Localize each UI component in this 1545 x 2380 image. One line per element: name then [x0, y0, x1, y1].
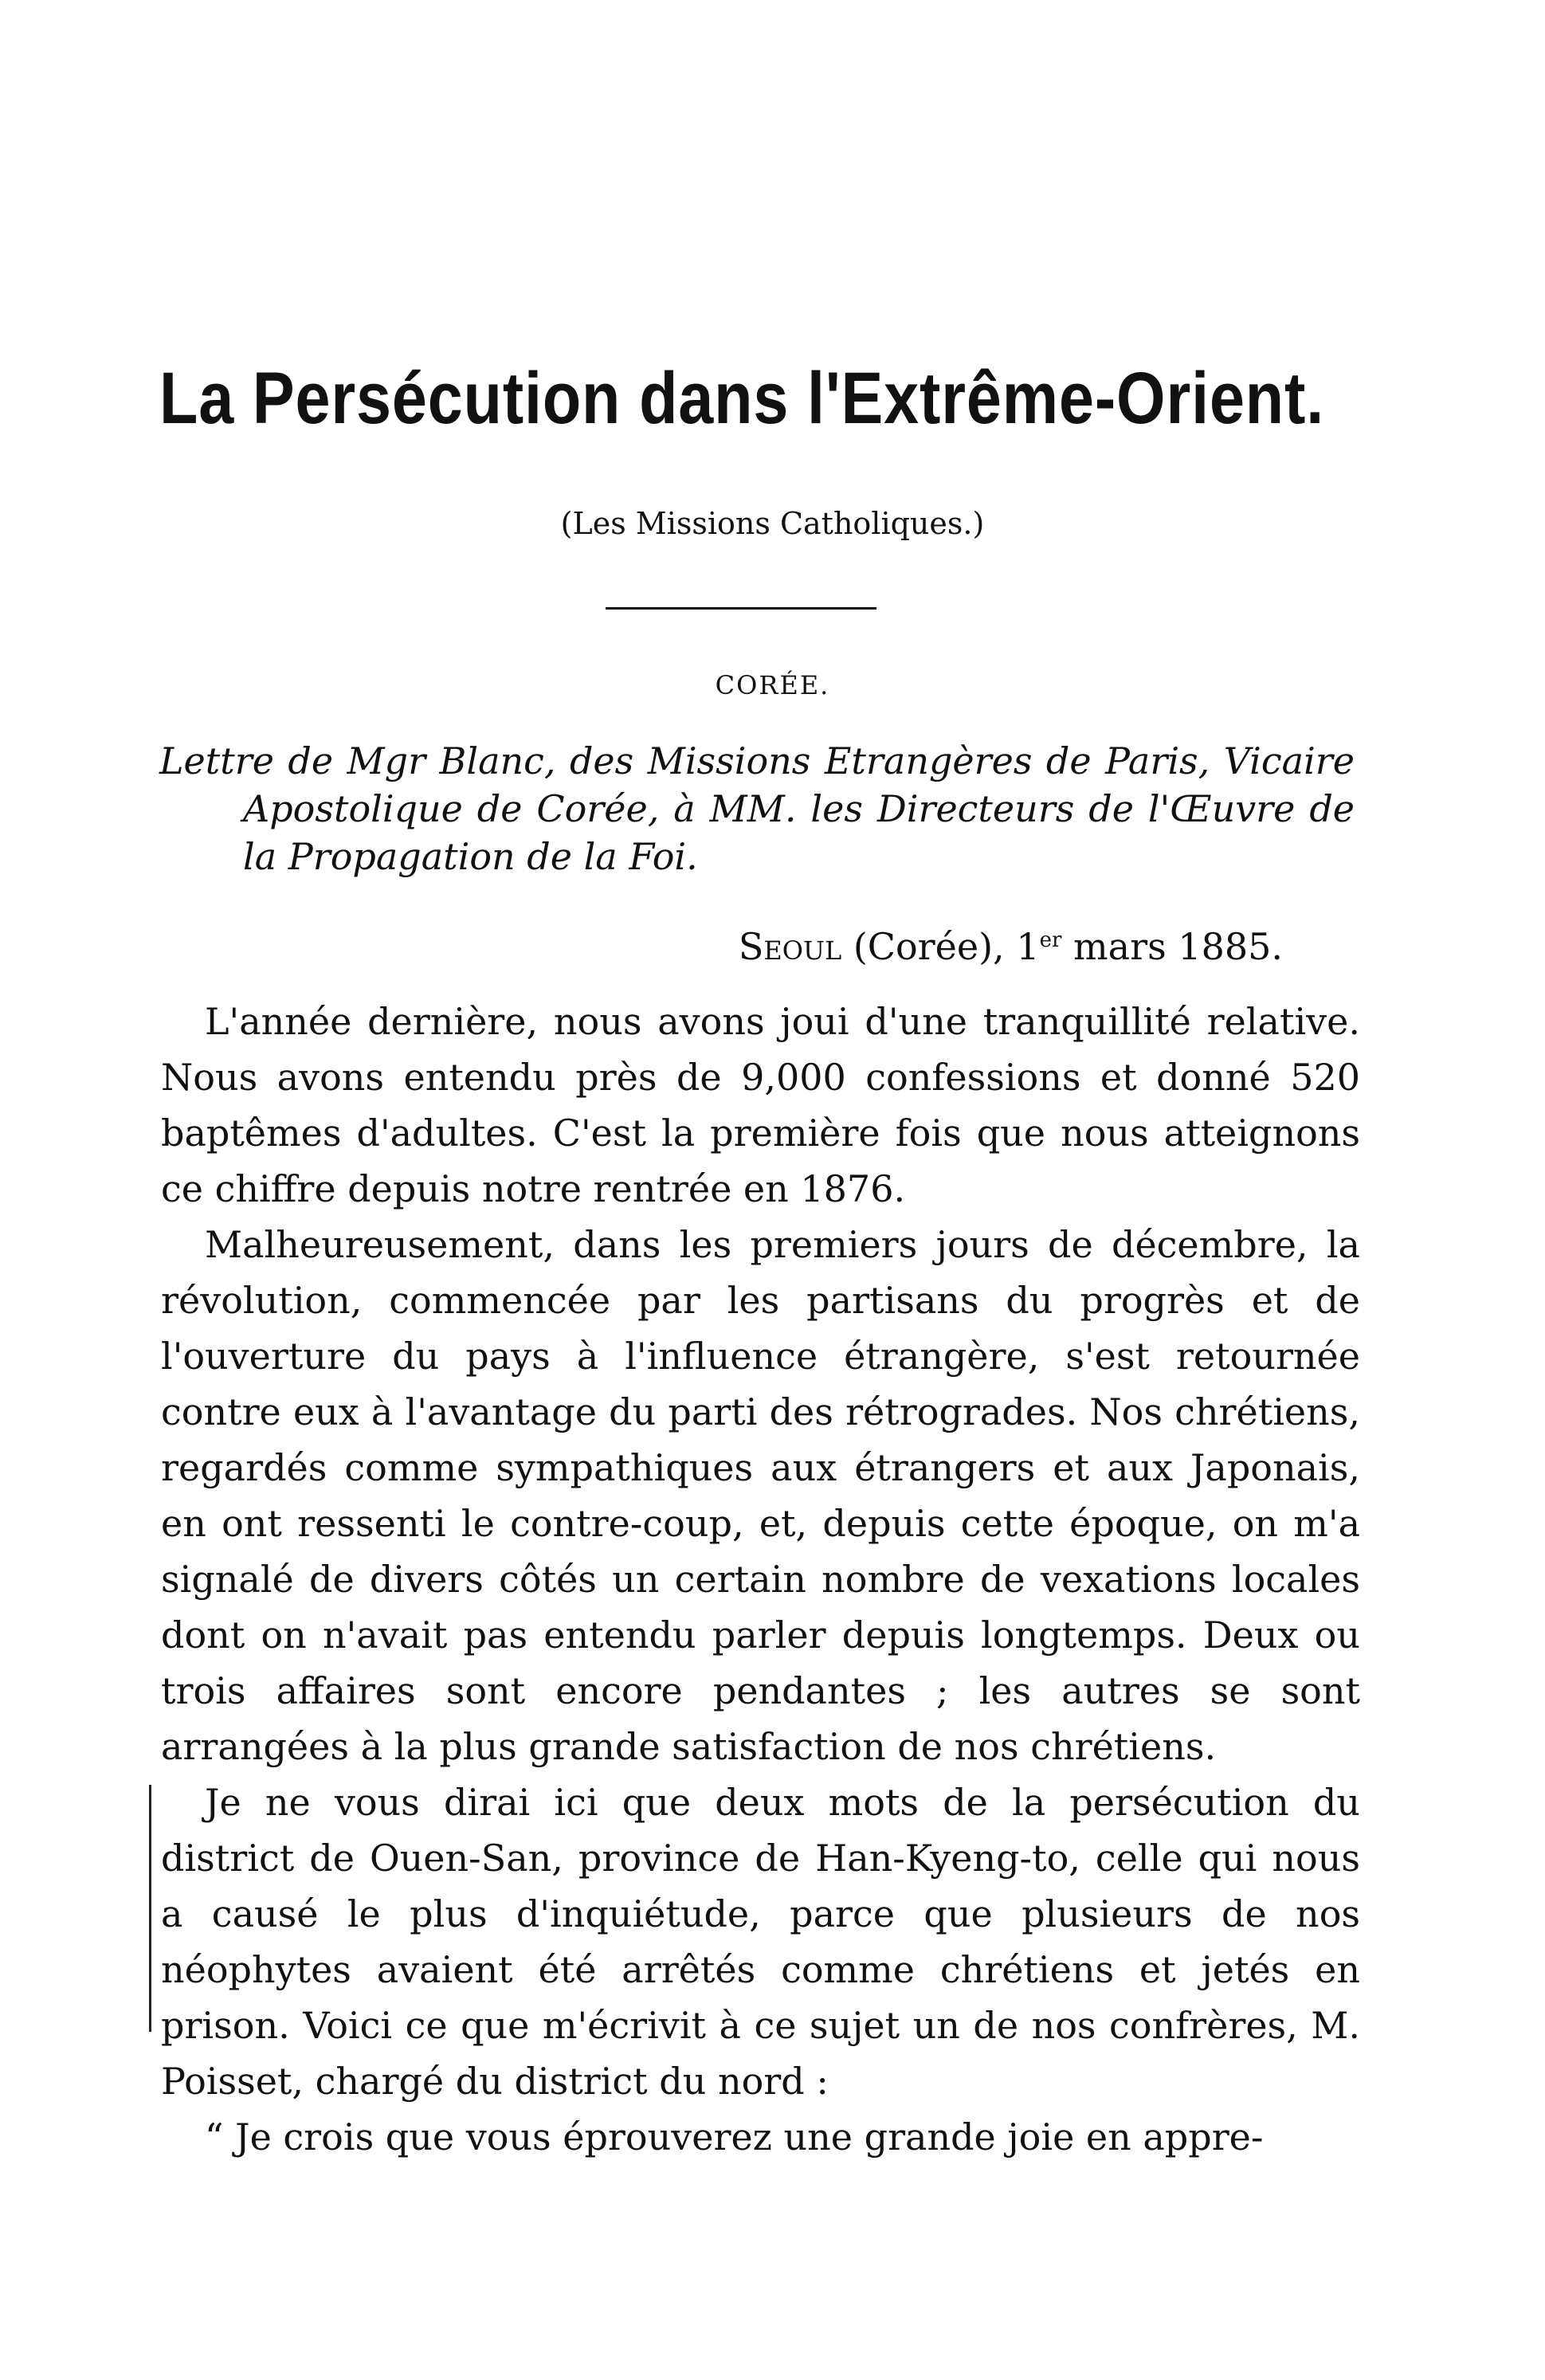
dateline-ordinal: er — [1039, 928, 1062, 952]
paragraph: Je ne vous dirai ici que deux mots de la persécution du district de Ouen-San, province de Han-Kyeng-to, celle qui nous a causé le plus d'inquiétude, parce que plusieurs de nos néophytes avaient été arrêtés comme chrétiens et jetés en prison. Voici ce que m'écrivit à ce sujet un de nos confrères, M. Poisset, chargé du district du nord : — [161, 1781, 1360, 2103]
separator-rule — [606, 607, 876, 610]
dateline-country: (Corée), — [853, 925, 1005, 968]
article-title: La Persécution dans l'Extrême-Orient. — [159, 358, 1325, 439]
paragraph: L'année dernière, nous avons joui d'une tranquillité relative. Nous avons entendu près de 9,000 confessions et donné 520 baptêmes d'adultes. C'est la première fois que nous atteignons ce chiffre depuis notre rentrée en 1876. — [161, 1000, 1360, 1210]
dateline-day: 1 — [1016, 925, 1040, 968]
margin-line — [149, 1785, 151, 2032]
dateline — [0, 916, 1283, 970]
dateline-place: Seoul — [738, 925, 842, 968]
dateline-rest: mars 1885. — [1073, 925, 1283, 968]
section-heading: CORÉE. — [715, 670, 830, 700]
source-line: (Les Missions Catholiques.) — [560, 506, 985, 541]
body-text — [161, 994, 1360, 2165]
paragraph: “ Je crois que vous éprouverez une grande joie en appre- — [205, 2115, 1264, 2158]
paragraph: Malheureusement, dans les premiers jours de décembre, la révolution, commencée par les partisans du progrès et de l'ouverture du pays à l'influence étrangère, s'est retournée contre eux à l'avantage du parti des rétrogrades. Nos chrétiens, regardés comme sympathiques aux étrangers et aux Japonais, en ont ressenti le contre-coup, et, depuis cette époque, on m'a signalé de divers côtés un certain nombre de vexations locales dont on n'avait pas entendu parler depuis longtemps. Deux ou trois affaires sont encore pendantes ; les autres se sont arrangées à la plus grande satisfaction de nos chrétiens. — [161, 1223, 1360, 1768]
letter-heading: Lettre de Mgr Blanc, des Missions Etrangères de Paris, Vicaire Apostolique de Corée, à MM. les Directeurs de l'Œuvre de la Propagation de la Foi. — [159, 739, 1355, 878]
